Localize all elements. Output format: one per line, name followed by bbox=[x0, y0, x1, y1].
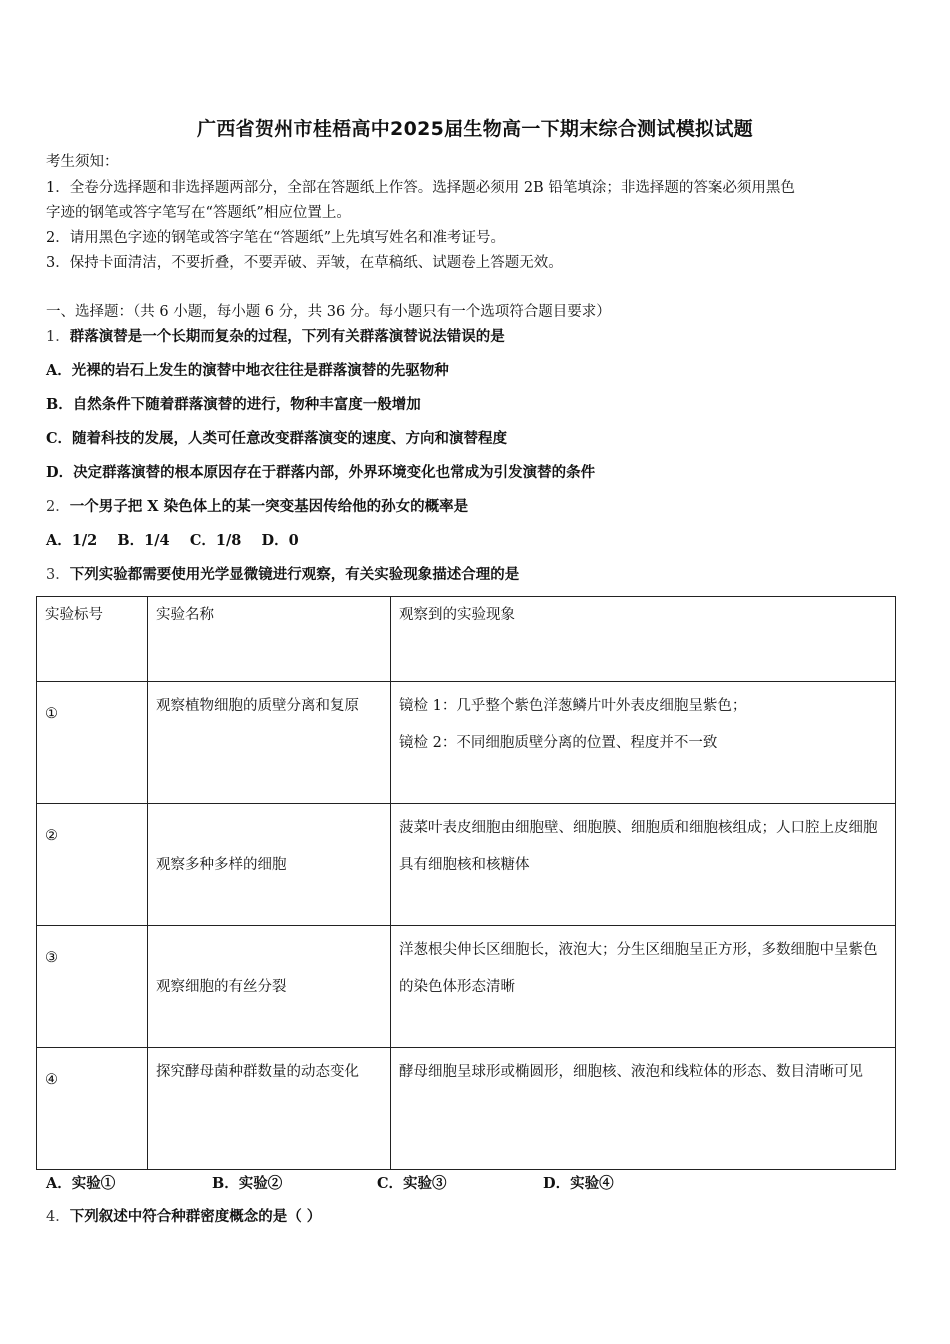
table-row bbox=[37, 926, 896, 1048]
question-stem: 下列实验都需要使用光学显微镜进行观察，有关实验现象描述合理的是 bbox=[69, 566, 520, 583]
header-cell: 观察到的实验现象 bbox=[391, 597, 896, 682]
q2-options: A．1/2 B．1/4 C．1/8 D．0 bbox=[46, 532, 299, 549]
q1-option-c: C．随着科技的发展，人类可任意改变群落演变的速度、方向和演替程度 bbox=[46, 430, 508, 447]
question-stem: 群落演替是一个长期而复杂的过程，下列有关群落演替说法错误的是 bbox=[69, 328, 505, 345]
question-number: 1． bbox=[46, 329, 70, 345]
notice-item: 字迹的钢笔或答字笔写在“答题纸”相应位置上。 bbox=[46, 205, 351, 221]
row-name: 观察细胞的有丝分裂 bbox=[148, 926, 391, 1048]
notice-item: 1．全卷分选择题和非选择题两部分，全部在答题纸上作答。选择题必须用 2B 铅笔填涂；非选择题的答案必须用黑色 bbox=[46, 180, 795, 196]
q3-option-a: A．实验① bbox=[46, 1175, 116, 1192]
q1-option-b: B．自然条件下随着群落演替的进行，物种丰富度一般增加 bbox=[46, 396, 421, 413]
question-number: 2． bbox=[46, 499, 70, 515]
q3-option-d: D．实验④ bbox=[543, 1175, 614, 1192]
table-row bbox=[37, 1048, 896, 1170]
row-name: 探究酵母菌种群数量的动态变化 bbox=[148, 1048, 391, 1170]
table-row bbox=[37, 804, 896, 926]
header-cell: 实验标号 bbox=[37, 597, 148, 682]
row-name: 观察多种多样的细胞 bbox=[148, 804, 391, 926]
q3-option-b: B．实验② bbox=[212, 1175, 283, 1192]
table-header-row bbox=[37, 597, 896, 682]
row-id: ① bbox=[37, 682, 148, 804]
question-stem: 一个男子把 X 染色体上的某一突变基因传给他的孙女的概率是 bbox=[69, 498, 469, 515]
notice-item: 3．保持卡面清洁，不要折叠，不要弄破、弄皱，在草稿纸、试题卷上答题无效。 bbox=[46, 255, 563, 271]
section-heading: 一、选择题：（共 6 小题，每小题 6 分，共 36 分。每小题只有一个选项符合题目要求） bbox=[46, 304, 611, 320]
row-phenomena bbox=[391, 682, 896, 804]
row-phenomena: 洋葱根尖伸长区细胞长，液泡大；分生区细胞呈正方形，多数细胞中呈紫色的染色体形态清晰 bbox=[391, 926, 896, 1048]
notice-item: 2．请用黑色字迹的钢笔或答字笔在“答题纸”上先填写姓名和准考证号。 bbox=[46, 230, 506, 246]
header-cell: 实验名称 bbox=[148, 597, 391, 682]
question-1 bbox=[46, 327, 505, 347]
question-stem: 下列叙述中符合种群密度概念的是（ ） bbox=[69, 1208, 322, 1225]
row-phenomena: 酵母细胞呈球形或椭圆形，细胞核、液泡和线粒体的形态、数目清晰可见 bbox=[391, 1048, 896, 1170]
row-phenomena: 菠菜叶表皮细胞由细胞壁、细胞膜、细胞质和细胞核组成；人口腔上皮细胞具有细胞核和核糖体 bbox=[391, 804, 896, 926]
question-3 bbox=[46, 565, 519, 585]
row-id: ③ bbox=[37, 926, 148, 1048]
question-number: 3． bbox=[46, 567, 70, 583]
q1-option-a: A．光裸的岩石上发生的演替中地衣往往是群落演替的先驱物种 bbox=[46, 362, 449, 379]
q3-option-c: C．实验③ bbox=[377, 1175, 447, 1192]
row-id: ④ bbox=[37, 1048, 148, 1170]
experiment-table bbox=[36, 596, 896, 1170]
question-4 bbox=[46, 1207, 321, 1227]
q1-option-d: D．决定群落演替的根本原因存在于群落内部，外界环境变化也常成为引发演替的条件 bbox=[46, 464, 596, 481]
row-id: ② bbox=[37, 804, 148, 926]
question-2 bbox=[46, 497, 468, 517]
row-name: 观察植物细胞的质壁分离和复原 bbox=[148, 682, 391, 804]
phenomenon-line: 镜检 1：几乎整个紫色洋葱鳞片叶外表皮细胞呈紫色； bbox=[399, 698, 747, 714]
question-number: 4． bbox=[46, 1209, 70, 1225]
page-title: 广西省贺州市桂梧高中2025届生物高一下期末综合测试模拟试题 bbox=[197, 118, 753, 140]
phenomenon-line: 镜检 2：不同细胞质壁分离的位置、程度并不一致 bbox=[399, 735, 718, 751]
notice-heading: 考生须知： bbox=[46, 154, 119, 170]
table-row bbox=[37, 682, 896, 804]
